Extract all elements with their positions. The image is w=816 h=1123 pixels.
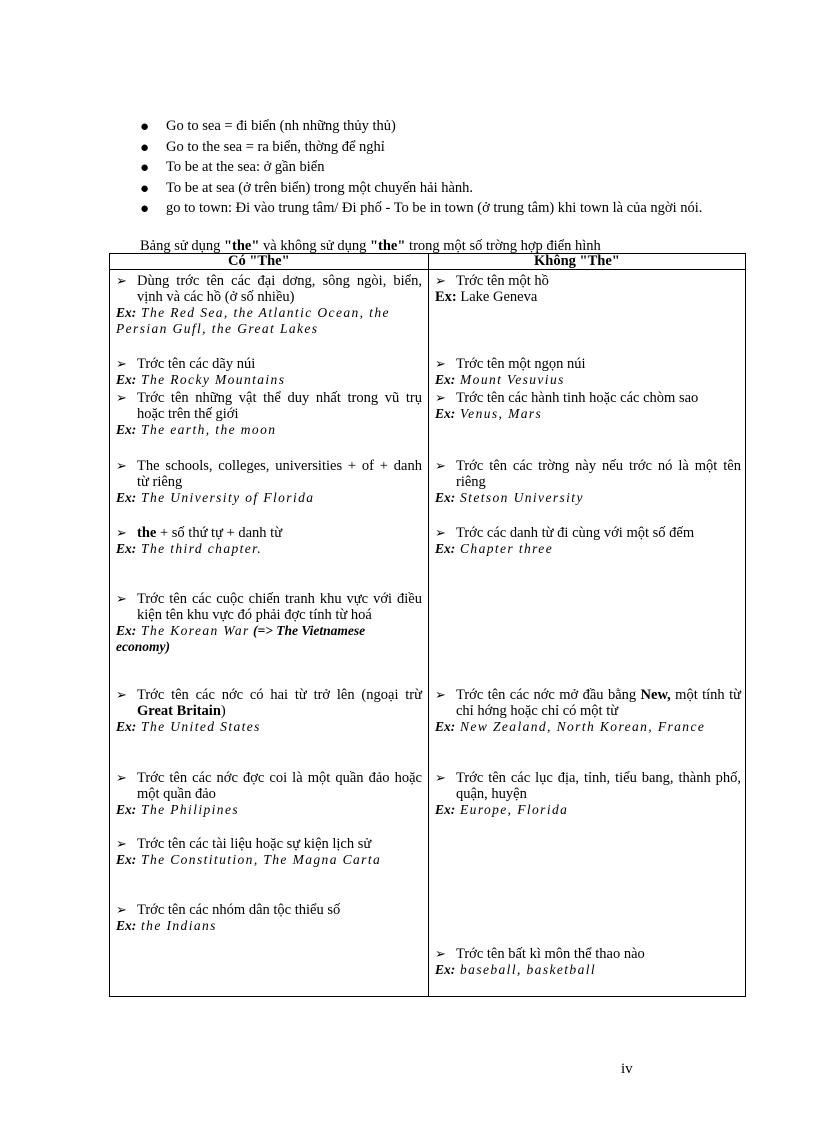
arrow-icon: ➢ [116,356,127,371]
right-entry: ➢ Trớc tên một ngọn núi Ex: Mount Vesuvius [435,356,586,387]
header-divider [110,269,745,270]
header-with-the: Có "The" [228,253,290,269]
right-entry: ➢ Trớc tên các trờng này nếu trớc nó là một tên riêng Ex: Stetson University [435,458,741,505]
bullet-icon: ● [140,119,150,135]
arrow-icon: ➢ [435,770,446,785]
bullet-icon: ● [140,139,150,156]
bullet-item: ● go to town: Đi vào trung tâm/ Đi phố - To be in town (ở trung tâm) khi town là của ngời nói. [140,200,703,217]
right-entry: ➢ Trớc các danh từ đi cùng với một số đếm Ex: Chapter three [435,525,695,556]
arrow-icon: ➢ [116,591,127,606]
right-entry: ➢ Trớc tên bất kì môn thể thao nào Ex: baseball, basketball [435,946,645,977]
left-entry: ➢ Trớc tên những vật thể duy nhất trong vũ trụ hoặc trên thế giới Ex: The earth, the moon [116,390,422,437]
arrow-icon: ➢ [435,946,446,961]
bullet-list [140,118,750,221]
arrow-icon: ➢ [435,525,446,540]
table-caption: Bảng sử dụng "the" và không sử dụng "the" trong một số trờng hợp điển hình [140,238,601,254]
bullet-icon: ● [140,180,150,197]
left-entry: ➢ Dùng trớc tên các đại dơng, sông ngòi, biển, vịnh và các hồ (ở số nhiều) Ex: The Red Sea, the Atlantic Ocean, the Persian Gufl, the Great Lakes [116,273,422,336]
left-entry: ➢ Trớc tên các tài liệu hoặc sự kiện lịch sử Ex: The Constitution, The Magna Carta [116,836,382,867]
right-entry: ➢ Trớc tên các lục địa, tỉnh, tiểu bang, thành phố, quận, huyện Ex: Europe, Florida [435,770,741,817]
right-entry: ➢ Trớc tên các nớc mở đầu bằng New, một tính từ chỉ hớng hoặc chỉ có một từ Ex: New Zealand, North Korean, France [435,687,741,734]
arrow-icon: ➢ [435,390,446,405]
arrow-icon: ➢ [116,273,127,288]
bullet-item: ● Go to the sea = ra biển, thờng để nghỉ [140,138,385,156]
bullet-item: ● To be at sea (ở trên biển) trong một chuyến hải hành. [140,179,474,197]
left-entry: ➢ Trớc tên các cuộc chiến tranh khu vực với điều kiện tên khu vực đó phải đợc tính từ hoá Ex: The Korean War (=> The Vietnamese economy) [116,591,422,654]
header-without-the: Không "The" [534,253,620,269]
arrow-icon: ➢ [116,458,127,473]
bullet-item: ● Go to sea = đi biển (nh những thủy thủ) [140,118,396,135]
page-number: iv [621,1061,633,1077]
bullet-icon: ● [140,201,150,217]
arrow-icon: ➢ [435,458,446,473]
arrow-icon: ➢ [116,770,127,785]
left-entry: ➢ Trớc tên các nớc có hai từ trở lên (ngoại trừ Great Britain) Ex: The United States [116,687,422,734]
left-entry: ➢ Trớc tên các nớc đợc coi là một quần đảo hoặc một quần đảo Ex: The Philipines [116,770,422,817]
bullet-icon: ● [140,160,150,176]
usage-table [109,253,746,997]
left-entry: ➢ The schools, colleges, universities + of + danh từ riêng Ex: The University of Florida [116,458,422,505]
arrow-icon: ➢ [116,902,127,917]
right-entry: ➢ Trớc tên các hành tinh hoặc các chòm sao Ex: Venus, Mars [435,390,699,421]
left-entry: ➢ Trớc tên các dãy núi Ex: The Rocky Mountains [116,356,286,387]
arrow-icon: ➢ [116,687,127,702]
left-entry: ➢ Trớc tên các nhóm dân tộc thiểu số Ex: the Indians [116,902,341,933]
arrow-icon: ➢ [116,525,127,540]
arrow-icon: ➢ [116,390,127,405]
right-entry: ➢ Trớc tên một hồ Ex: Lake Geneva [435,273,549,305]
column-divider [428,254,429,996]
left-entry: ➢ the + số thứ tự + danh từ Ex: The third chapter. [116,525,283,556]
arrow-icon: ➢ [435,356,446,371]
bullet-item: ● To be at the sea: ở gần biển [140,159,325,176]
arrow-icon: ➢ [116,836,127,851]
arrow-icon: ➢ [435,273,446,288]
arrow-icon: ➢ [435,687,446,702]
